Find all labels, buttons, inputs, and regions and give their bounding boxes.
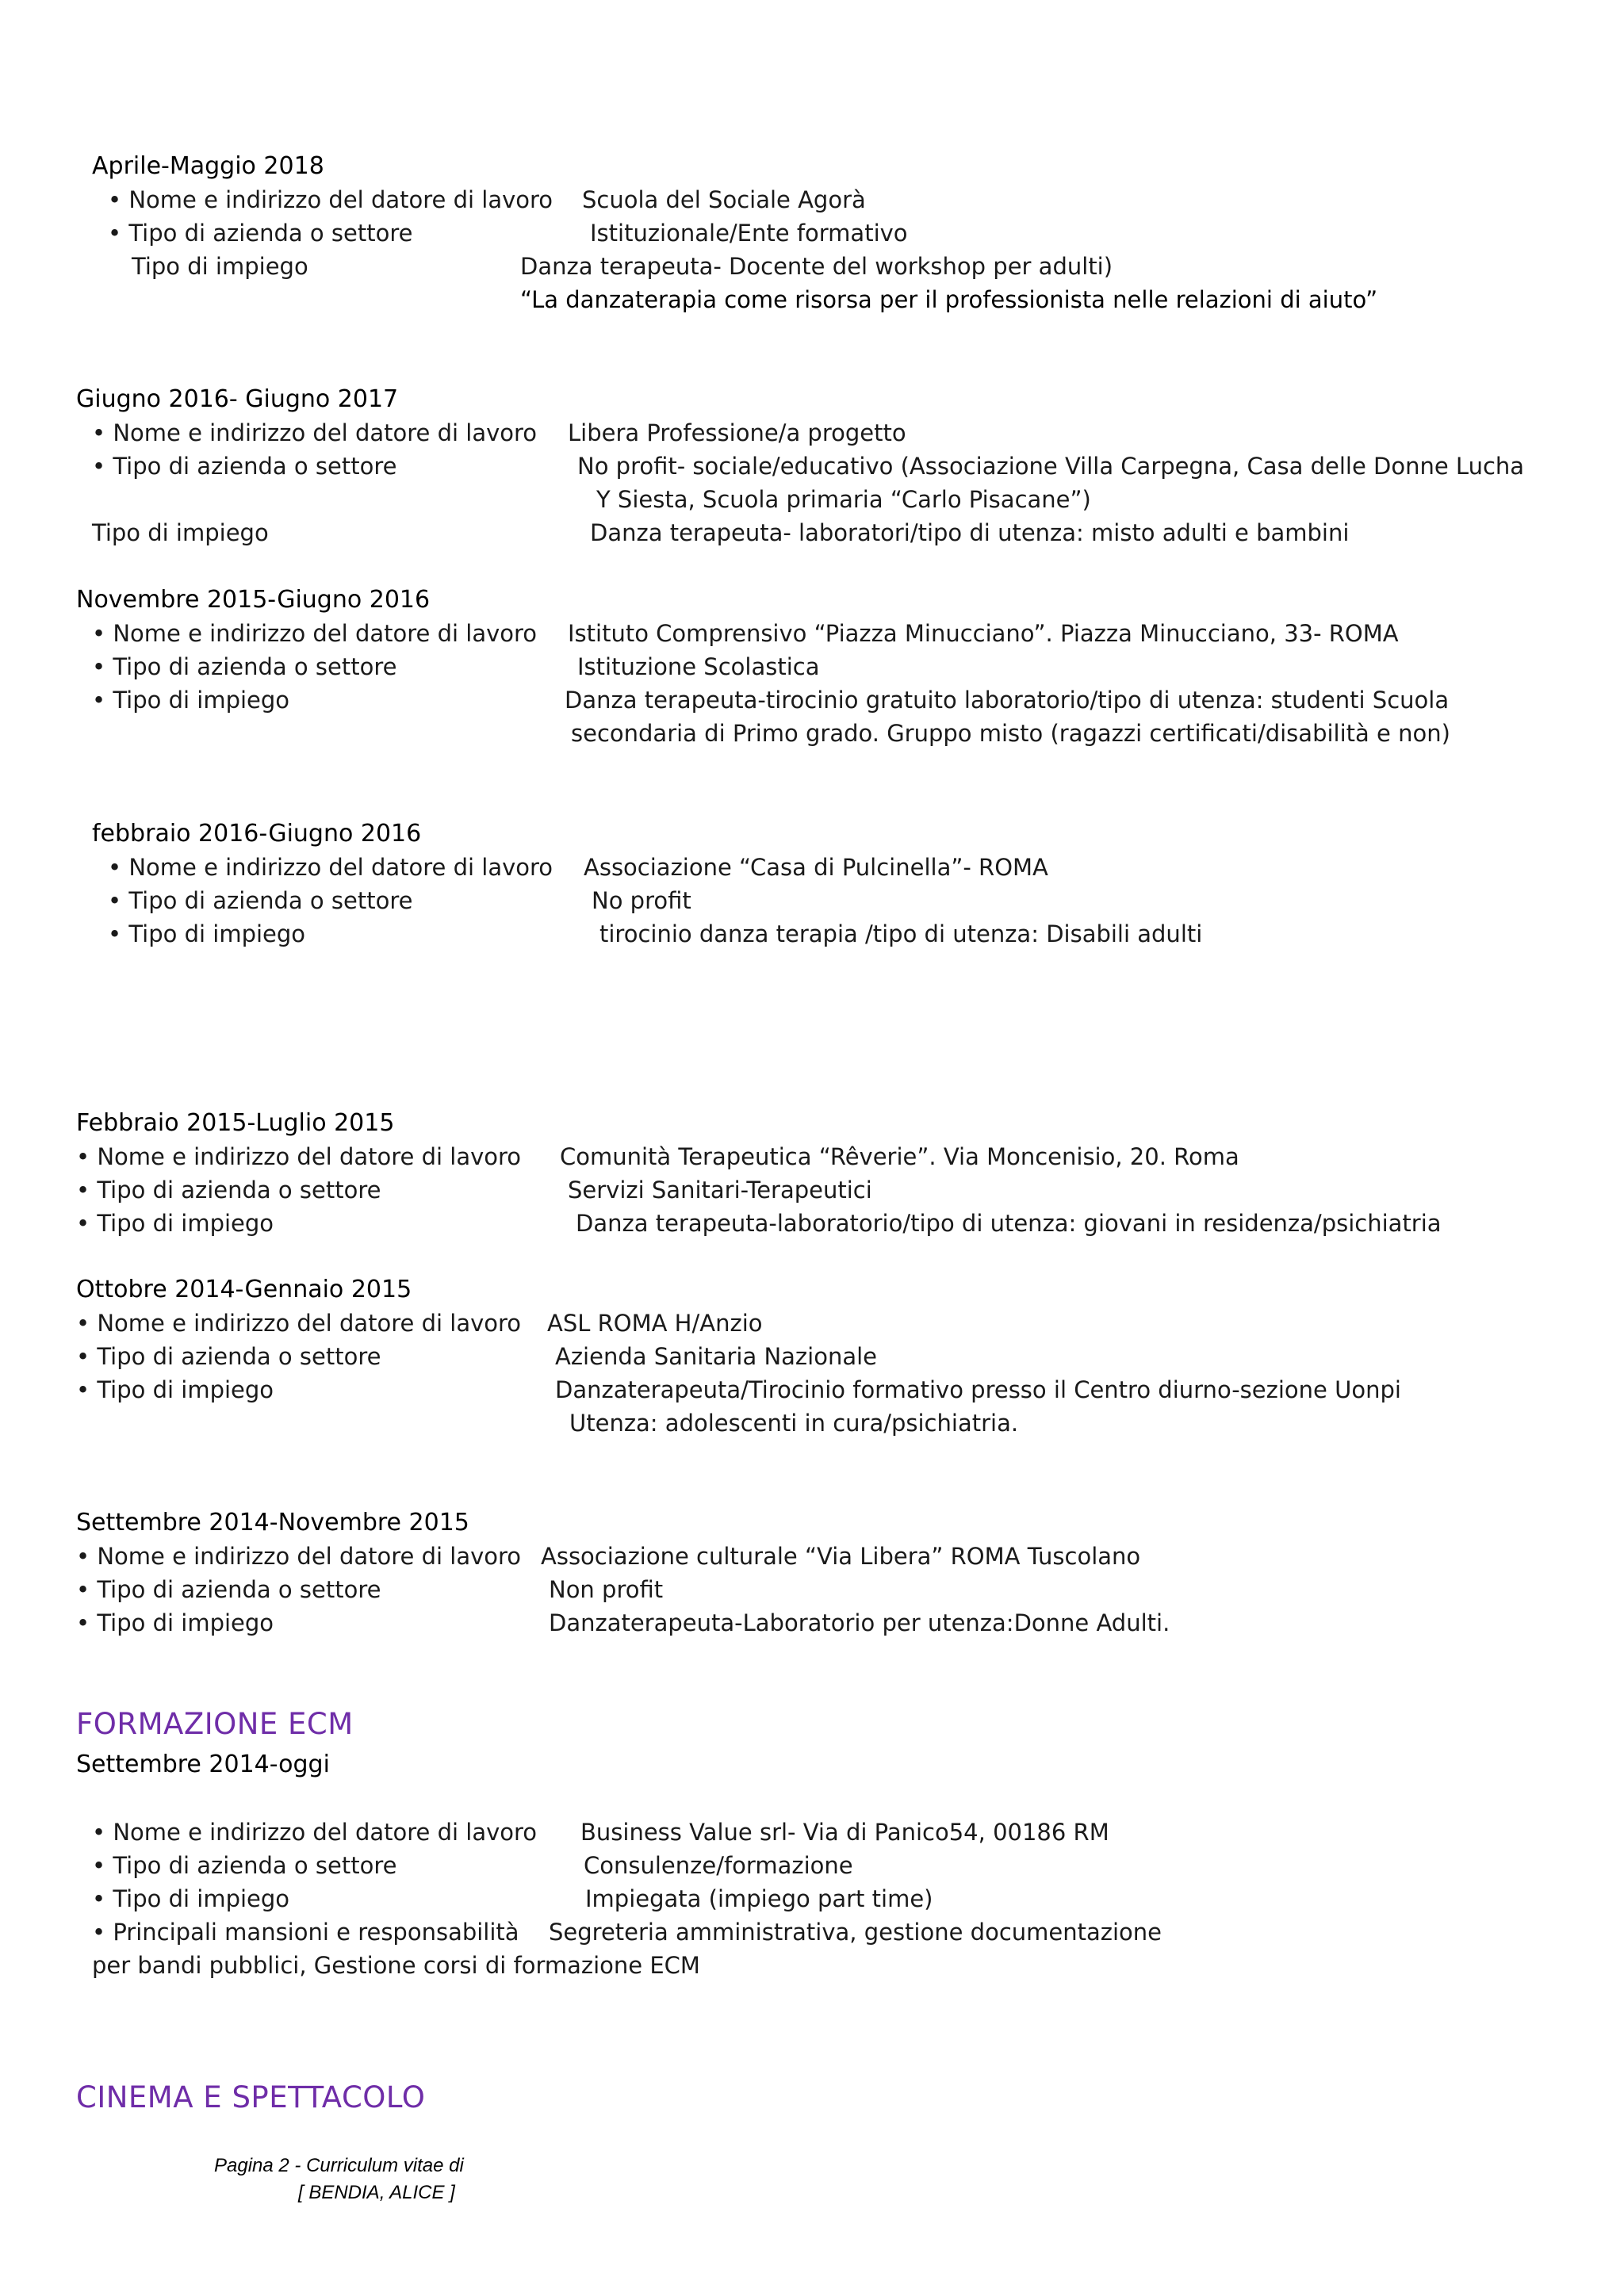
job-type-value: tirocinio danza terapia /tipo di utenza: Disabili adulti bbox=[599, 920, 1203, 947]
section-heading-formazione-ecm: FORMAZIONE ECM bbox=[76, 1707, 354, 1741]
job-type-label: • Tipo di impiego bbox=[92, 1885, 290, 1912]
period-heading: Settembre 2014-oggi bbox=[76, 1751, 330, 1778]
period-heading: Giugno 2016- Giugno 2017 bbox=[76, 385, 399, 413]
sector-label: • Tipo di azienda o settore bbox=[108, 220, 413, 247]
job-type-label: • Tipo di impiego bbox=[76, 1210, 274, 1237]
job-type-value: Danza terapeuta-tirocinio gratuito laboratorio/tipo di utenza: studenti Scuola bbox=[565, 687, 1450, 714]
sector-label: • Tipo di azienda o settore bbox=[76, 1343, 381, 1370]
job-type-value-continued: Utenza: adolescenti in cura/psichiatria. bbox=[569, 1410, 1019, 1437]
employer-label: • Nome e indirizzo del datore di lavoro bbox=[76, 1143, 522, 1170]
job-type-value: Danzaterapeuta/Tirocinio formativo presso il Centro diurno-sezione Uonpi bbox=[555, 1376, 1401, 1403]
period-heading: Febbraio 2015-Luglio 2015 bbox=[76, 1109, 395, 1137]
sector-value: No profit bbox=[592, 887, 691, 914]
workshop-title: “La danzaterapia come risorsa per il professionista nelle relazioni di aiuto” bbox=[520, 286, 1378, 313]
job-type-label: • Tipo di impiego bbox=[76, 1609, 274, 1636]
period-heading: febbraio 2016-Giugno 2016 bbox=[92, 820, 422, 848]
employer-value: Business Value srl- Via di Panico54, 00186 RM bbox=[580, 1819, 1109, 1846]
footer-name: [ BENDIA, ALICE ] bbox=[298, 2182, 455, 2203]
employer-value: Libera Professione/a progetto bbox=[568, 419, 906, 446]
employer-value: Associazione culturale “Via Libera” ROMA Tuscolano bbox=[541, 1543, 1141, 1570]
job-type-value: Danzaterapeuta-Laboratorio per utenza:Donne Adulti. bbox=[549, 1609, 1170, 1636]
sector-value: Azienda Sanitaria Nazionale bbox=[555, 1343, 877, 1370]
job-type-value: Danza terapeuta- laboratori/tipo di utenza: misto adulti e bambini bbox=[590, 519, 1350, 546]
employer-label: • Nome e indirizzo del datore di lavoro bbox=[92, 620, 538, 647]
period-heading: Novembre 2015-Giugno 2016 bbox=[76, 586, 431, 614]
sector-label: • Tipo di azienda o settore bbox=[92, 653, 397, 680]
responsibilities-label: • Principali mansioni e responsabilità bbox=[92, 1919, 519, 1946]
employer-value: Istituto Comprensivo “Piazza Minucciano”. Piazza Minucciano, 33- ROMA bbox=[568, 620, 1399, 647]
period-heading: Aprile-Maggio 2018 bbox=[92, 152, 324, 180]
employer-label: • Nome e indirizzo del datore di lavoro bbox=[108, 186, 553, 213]
sector-value: Istituzione Scolastica bbox=[577, 653, 820, 680]
section-heading-cinema-e-spettacolo: CINEMA E SPETTACOLO bbox=[76, 2080, 426, 2114]
job-type-label: • Tipo di impiego bbox=[92, 687, 290, 714]
employer-value: Comunità Terapeutica “Rêverie”. Via Moncenisio, 20. Roma bbox=[560, 1143, 1239, 1170]
sector-label: • Tipo di azienda o settore bbox=[92, 453, 397, 480]
employer-value: ASL ROMA H/Anzio bbox=[547, 1310, 763, 1337]
sector-value-continued: Y Siesta, Scuola primaria “Carlo Pisacane”) bbox=[596, 486, 1091, 513]
employer-label: • Nome e indirizzo del datore di lavoro bbox=[92, 1819, 538, 1846]
job-type-label: • Tipo di impiego bbox=[108, 920, 306, 947]
employer-label: • Nome e indirizzo del datore di lavoro bbox=[108, 854, 553, 881]
sector-value: Istituzionale/Ente formativo bbox=[590, 220, 908, 247]
job-type-value: Danza terapeuta-laboratorio/tipo di utenza: giovani in residenza/psichiatria bbox=[576, 1210, 1442, 1237]
sector-label: • Tipo di azienda o settore bbox=[108, 887, 413, 914]
job-type-value: Danza terapeuta- Docente del workshop per adulti) bbox=[520, 253, 1113, 280]
footer-page-label: Pagina 2 - Curriculum vitae di bbox=[214, 2155, 464, 2176]
sector-label: • Tipo di azienda o settore bbox=[76, 1576, 381, 1603]
job-type-label: • Tipo di impiego bbox=[76, 1376, 274, 1403]
responsibilities-value-continued: per bandi pubblici, Gestione corsi di formazione ECM bbox=[92, 1952, 700, 1979]
employer-label: • Nome e indirizzo del datore di lavoro bbox=[76, 1543, 522, 1570]
employer-label: • Nome e indirizzo del datore di lavoro bbox=[76, 1310, 522, 1337]
sector-label: • Tipo di azienda o settore bbox=[92, 1852, 397, 1879]
sector-value: Consulenze/formazione bbox=[584, 1852, 853, 1879]
sector-value: Servizi Sanitari-Terapeutici bbox=[568, 1177, 872, 1203]
sector-value: Non profit bbox=[549, 1576, 664, 1603]
period-heading: Ottobre 2014-Gennaio 2015 bbox=[76, 1276, 412, 1303]
employer-value: Associazione “Casa di Pulcinella”- ROMA bbox=[584, 854, 1048, 881]
job-type-value: Impiegata (impiego part time) bbox=[585, 1885, 933, 1912]
period-heading: Settembre 2014-Novembre 2015 bbox=[76, 1509, 469, 1536]
responsibilities-value: Segreteria amministrativa, gestione documentazione bbox=[549, 1919, 1162, 1946]
sector-value: No profit- sociale/educativo (Associazione Villa Carpegna, Casa delle Donne Lucha bbox=[577, 453, 1525, 480]
employer-value: Scuola del Sociale Agorà bbox=[582, 186, 866, 213]
job-type-label: Tipo di impiego bbox=[92, 519, 269, 546]
employer-label: • Nome e indirizzo del datore di lavoro bbox=[92, 419, 538, 446]
job-type-value-continued: secondaria di Primo grado. Gruppo misto (ragazzi certificati/disabilità e non) bbox=[571, 720, 1450, 747]
sector-label: • Tipo di azienda o settore bbox=[76, 1177, 381, 1203]
job-type-label: Tipo di impiego bbox=[132, 253, 308, 280]
